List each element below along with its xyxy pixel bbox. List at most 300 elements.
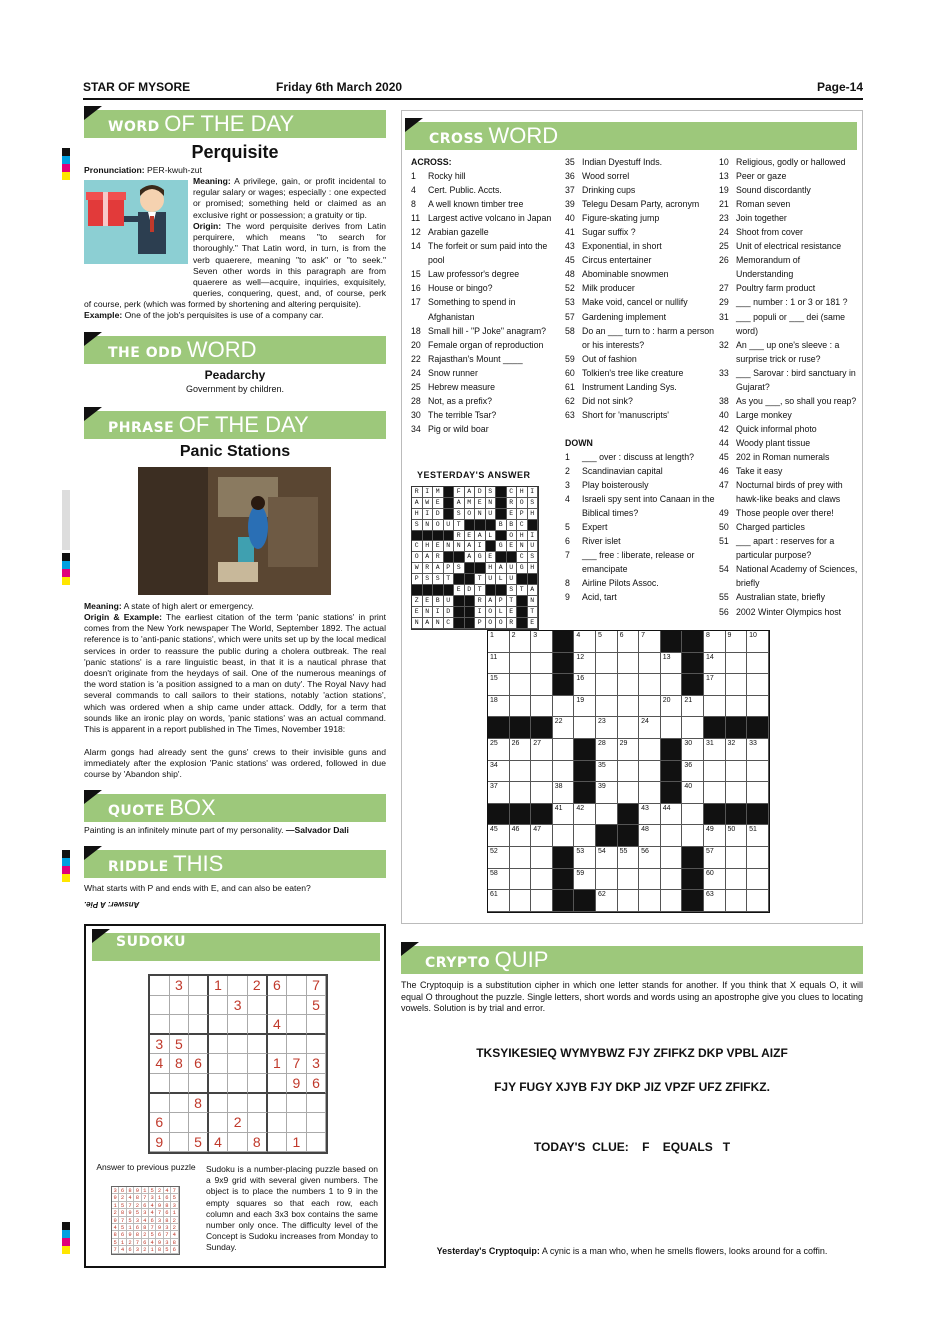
clue-number: 21 — [719, 199, 729, 210]
pronunciation — [84, 165, 386, 176]
sudoku-cell — [268, 1113, 288, 1133]
sudoku-cell: 1 — [287, 1133, 307, 1153]
clue-item — [719, 183, 859, 197]
grid-block — [574, 761, 596, 783]
sudoku-cell: 4 — [268, 1015, 288, 1035]
answer-cell: L — [496, 574, 507, 585]
cell-number: 54 — [597, 847, 606, 855]
answer-cell: D — [444, 607, 455, 618]
clue-text: Peer or gaze — [736, 171, 787, 182]
answer-cell: 3 — [164, 1224, 171, 1231]
clue-number: 28 — [411, 395, 421, 406]
grid-cell — [704, 869, 726, 891]
clue-text: ___ Sarovar : bird sanctuary in Gujarat? — [736, 367, 856, 392]
clue-text: Hebrew measure — [428, 381, 495, 392]
grid-block — [553, 674, 575, 696]
grid-row — [488, 825, 769, 847]
grid-block — [510, 804, 532, 826]
grid-cell — [726, 825, 748, 847]
answer-cell: 6 — [164, 1194, 171, 1201]
registration-marks — [62, 850, 70, 882]
clue-text: Did not sink? — [582, 395, 633, 406]
answer-cell: E — [433, 541, 444, 552]
grid-cell — [726, 869, 748, 891]
banner-big: QUIP — [494, 947, 549, 972]
sudoku-cell — [209, 1035, 229, 1055]
grid-block — [661, 761, 683, 783]
sudoku-cell: 1 — [209, 976, 229, 996]
clue-number: 45 — [565, 255, 575, 266]
sudoku-row — [150, 976, 326, 996]
answer-cell: 6 — [127, 1246, 134, 1253]
cell-number: 29 — [619, 739, 628, 747]
phrase-banner — [84, 411, 386, 439]
answer-cell: B — [496, 520, 507, 531]
answer-cell: S — [454, 509, 465, 520]
clue-text: Circus entertainer — [582, 255, 652, 266]
grid-cell — [618, 653, 640, 675]
answer-cell — [517, 607, 528, 618]
grid-cell — [618, 696, 640, 718]
cell-number: 34 — [490, 761, 498, 769]
answer-cell: Z — [412, 596, 423, 607]
cell-number: 35 — [597, 761, 606, 769]
sudoku-cell: 2 — [248, 976, 268, 996]
clue-item — [411, 338, 556, 352]
grid-cell — [639, 761, 661, 783]
cell-number: 21 — [684, 696, 693, 704]
sudoku-cell: 5 — [189, 1133, 209, 1153]
sudoku-cell: 5 — [307, 996, 327, 1016]
clue-number: 19 — [719, 185, 729, 196]
answer-cell: O — [486, 618, 497, 629]
answer-cell: 6 — [164, 1209, 171, 1216]
clue-number: 60 — [565, 367, 575, 378]
grid-cell — [661, 696, 683, 718]
clue-number: 6 — [565, 536, 570, 547]
banner-big: OF THE DAY — [178, 412, 309, 437]
answer-cell — [465, 520, 476, 531]
answer-cell: 8 — [171, 1239, 178, 1246]
grid-cell — [574, 631, 596, 653]
answer-cell: 1 — [119, 1239, 126, 1246]
banner-small: THE ODD — [108, 345, 183, 361]
grid-cell — [618, 890, 640, 912]
answer-cell: T — [517, 585, 528, 596]
clue-number: 1 — [411, 171, 416, 182]
answer-cell: E — [465, 531, 476, 542]
cell-number: 18 — [490, 696, 498, 704]
answer-cell: W — [423, 498, 434, 509]
answer-cell: I — [528, 487, 539, 498]
banner-small: CRYPTO — [425, 955, 491, 971]
answer-cell: A — [412, 498, 423, 509]
answer-cell: E — [507, 607, 518, 618]
cell-number: 9 — [727, 632, 732, 639]
answer-cell — [444, 585, 455, 596]
answer-cell: S — [507, 585, 518, 596]
sudoku-cell: 7 — [307, 976, 327, 996]
grid-cell — [682, 761, 704, 783]
riddle-question: What starts with P and ends with E, and can also be eaten? — [84, 883, 311, 893]
clue-text: Charged particles — [736, 522, 805, 533]
grid-cell — [553, 761, 575, 783]
answer-cell: S — [423, 574, 434, 585]
answer-cell: S — [528, 552, 539, 563]
grid-cell — [639, 804, 661, 826]
cell-number: 48 — [641, 826, 649, 834]
answer-cell: T — [507, 596, 518, 607]
answer-cell: 2 — [119, 1194, 126, 1201]
answer-cell: A — [465, 487, 476, 498]
across-label: ACROSS: — [411, 157, 452, 167]
answer-cell — [433, 585, 444, 596]
answer-cell: 2 — [142, 1246, 149, 1253]
answer-cell — [465, 596, 476, 607]
answer-cell: 7 — [142, 1194, 149, 1201]
banner-small: CROSS — [429, 131, 484, 147]
grid-cell — [510, 653, 532, 675]
clue-number: 49 — [719, 508, 729, 519]
grid-cell — [747, 631, 769, 653]
cryptoquip-line-1: TKSYIKESIEQ WYMYBWZ FJY ZFIFKZ DKP VPBL AIZF — [476, 1046, 788, 1060]
cell-number: 62 — [597, 891, 606, 899]
grid-block — [574, 782, 596, 804]
grid-block — [596, 825, 618, 847]
clue-number: 24 — [411, 367, 421, 378]
sudoku-cell — [228, 1074, 248, 1094]
clue-item — [719, 590, 859, 604]
sudoku-cell — [228, 1035, 248, 1055]
grid-cell — [639, 631, 661, 653]
clue-item — [565, 408, 715, 422]
grid-cell — [704, 653, 726, 675]
answer-row — [412, 563, 538, 574]
clue-number: 42 — [719, 423, 729, 434]
grid-cell — [639, 717, 661, 739]
answer-cell: 7 — [127, 1202, 134, 1209]
grid-row — [488, 804, 769, 826]
answer-cell: 4 — [119, 1246, 126, 1253]
clue-item — [719, 408, 859, 422]
sudoku-cell — [228, 1015, 248, 1035]
answer-cell: U — [528, 541, 539, 552]
meaning-text — [193, 176, 386, 221]
answer-cell — [475, 563, 486, 574]
clue-text: Shoot from cover — [736, 227, 803, 238]
answer-row — [112, 1217, 179, 1224]
clue-number: 41 — [565, 227, 575, 238]
sudoku-cell: 3 — [228, 996, 248, 1016]
cell-number: 11 — [490, 653, 498, 661]
answer-cell: 9 — [134, 1187, 141, 1194]
answer-cell — [475, 520, 486, 531]
sudoku-cell — [189, 976, 209, 996]
answer-cell: 6 — [134, 1224, 141, 1231]
clue-item — [719, 310, 859, 338]
sudoku-cell — [268, 1094, 288, 1114]
sudoku-cell — [287, 1094, 307, 1114]
grid-cell — [531, 825, 553, 847]
answer-cell: E — [412, 607, 423, 618]
clue-item — [411, 352, 556, 366]
grid-row — [488, 674, 769, 696]
answer-cell: 6 — [142, 1202, 149, 1209]
cell-number: 13 — [662, 653, 671, 661]
grid-cell — [704, 696, 726, 718]
grid-cell — [704, 890, 726, 912]
answer-cell: H — [412, 509, 423, 520]
answer-cell: 7 — [134, 1239, 141, 1246]
sudoku-cell: 4 — [209, 1133, 229, 1153]
grid-cell — [639, 825, 661, 847]
sudoku-cell — [287, 1015, 307, 1035]
answer-cell — [412, 585, 423, 596]
grid-cell — [574, 717, 596, 739]
answer-cell: 1 — [127, 1224, 134, 1231]
banner-big: WORD — [186, 337, 257, 362]
clue-number: 56 — [719, 606, 729, 617]
grid-cell — [747, 653, 769, 675]
answer-cell: O — [507, 531, 518, 542]
grid-row — [488, 761, 769, 783]
answer-cell: 7 — [119, 1217, 126, 1224]
grid-cell — [531, 696, 553, 718]
answer-cell: C — [517, 552, 528, 563]
clue-item — [565, 324, 715, 352]
origin-label: Origin & Example: — [84, 612, 162, 622]
answer-cell: P — [517, 509, 528, 520]
cell-number: 20 — [662, 696, 671, 704]
clue-number: 45 — [719, 451, 729, 462]
answer-cell: 7 — [149, 1224, 156, 1231]
cryptoquip-clue: TODAY'S CLUE: F EQUALS T — [533, 1140, 731, 1154]
grid-cell — [747, 825, 769, 847]
sudoku-banner — [92, 933, 380, 961]
cell-number: 5 — [597, 632, 602, 639]
grid-cell — [510, 825, 532, 847]
grid-cell — [531, 631, 553, 653]
phrase-origin — [84, 612, 386, 735]
clue-item — [719, 436, 859, 450]
answer-cell: N — [412, 618, 423, 629]
grid-cell — [661, 847, 683, 869]
answer-cell — [517, 596, 528, 607]
cell-number: 49 — [705, 826, 714, 834]
answer-cell: 5 — [149, 1187, 156, 1194]
clue-number: 59 — [565, 353, 575, 364]
answer-cell: 9 — [156, 1202, 163, 1209]
grid-cell — [510, 674, 532, 696]
cell-number: 23 — [597, 718, 606, 726]
answer-cell: 8 — [134, 1231, 141, 1238]
answer-cell: E — [433, 498, 444, 509]
clue-number: 46 — [719, 466, 729, 477]
grid-cell — [488, 739, 510, 761]
answer-row — [112, 1231, 179, 1238]
clue-item — [411, 281, 556, 295]
grid-row — [488, 890, 769, 912]
answer-cell: H — [486, 563, 497, 574]
grid-cell — [639, 782, 661, 804]
banner-big: BOX — [169, 795, 216, 820]
pron-label: Pronunciation: — [84, 165, 145, 175]
grid-cell — [510, 696, 532, 718]
grid-cell — [596, 631, 618, 653]
grid-block — [682, 890, 704, 912]
grid-cell — [639, 890, 661, 912]
clue-text: ___ apart : reserves for a particular purpose? — [736, 536, 835, 561]
clue-number: 37 — [565, 185, 575, 196]
grid-cell — [704, 674, 726, 696]
sudoku-cell: 3 — [307, 1054, 327, 1074]
sudoku-cell — [287, 1113, 307, 1133]
grid-row — [488, 869, 769, 891]
clue-text: The terrible Tsar? — [428, 409, 497, 420]
origin-tail: of course, perk (which was formed by shortening and altering perquisite). — [84, 299, 362, 309]
answer-cell: N — [486, 498, 497, 509]
answer-cell: E — [475, 498, 486, 509]
cell-number: 19 — [576, 696, 585, 704]
grid-cell — [531, 674, 553, 696]
grid-cell — [747, 890, 769, 912]
sudoku-cell — [170, 1094, 190, 1114]
grid-cell — [488, 696, 510, 718]
clue-item — [411, 197, 556, 211]
clue-item — [719, 155, 859, 169]
cell-number: 27 — [533, 739, 541, 747]
registration-marks — [62, 553, 70, 585]
sudoku-cell — [307, 1035, 327, 1055]
clue-number: 30 — [411, 409, 421, 420]
cell-number: 60 — [705, 869, 714, 877]
answer-cell: O — [486, 607, 497, 618]
answer-cell: R — [475, 596, 486, 607]
grid-cell — [639, 739, 661, 761]
answer-cell: 5 — [149, 1231, 156, 1238]
phrase-quote: Alarm gongs had already sent the guns' crews to their invisible guns and immediately after the explosion 'Panic stations' was ordered, followed in due course by 'Abandon ship'. — [84, 747, 386, 780]
answer-cell: 6 — [119, 1187, 126, 1194]
answer-cell: E — [507, 541, 518, 552]
crossword-grid — [487, 630, 770, 913]
answer-cell: 1 — [149, 1246, 156, 1253]
clue-number: 22 — [411, 353, 421, 364]
answer-cell — [412, 531, 423, 542]
clue-text: Pig or wild boar — [428, 423, 489, 434]
origin-label: Origin: — [193, 221, 222, 231]
answer-cell — [496, 509, 507, 520]
crossword-banner — [405, 122, 857, 150]
cell-number: 43 — [641, 804, 649, 812]
grid-cell — [488, 890, 510, 912]
answer-row — [412, 552, 538, 563]
sudoku-cell — [268, 1035, 288, 1055]
clue-number: 16 — [411, 283, 421, 294]
answer-cell — [423, 585, 434, 596]
clue-item — [411, 408, 556, 422]
sudoku-cell — [268, 1074, 288, 1094]
clue-number: 27 — [719, 283, 729, 294]
clue-number: 7 — [565, 550, 570, 561]
sudoku-cell — [248, 1094, 268, 1114]
grid-block — [747, 717, 769, 739]
grid-cell — [574, 804, 596, 826]
grid-cell — [488, 631, 510, 653]
cell-number: 24 — [641, 718, 649, 726]
answer-row — [412, 487, 538, 498]
sudoku-cell: 7 — [287, 1054, 307, 1074]
answer-cell: P — [475, 618, 486, 629]
grid-cell — [726, 890, 748, 912]
answer-cell — [528, 574, 539, 585]
answer-cell: E — [528, 618, 539, 629]
clue-number: 15 — [411, 269, 421, 280]
answer-cell: 8 — [119, 1209, 126, 1216]
cell-number: 55 — [619, 847, 628, 855]
clue-text: An ___ up one's sleeve : a surprise trick or ruse? — [736, 339, 840, 364]
clue-number: 55 — [719, 592, 729, 603]
answer-cell: D — [475, 487, 486, 498]
answer-row — [112, 1224, 179, 1231]
grid-cell — [488, 782, 510, 804]
answer-cell: F — [454, 487, 465, 498]
grid-block — [531, 717, 553, 739]
odd-word-title: Peadarchy — [204, 368, 266, 382]
clue-number: 33 — [719, 367, 729, 378]
clue-text: Play boisterously — [582, 480, 649, 491]
cell-number: 26 — [511, 739, 520, 747]
clue-number: 1 — [565, 451, 570, 462]
answer-cell: R — [433, 552, 444, 563]
cell-number: 36 — [684, 761, 693, 769]
cell-number: 3 — [533, 632, 538, 639]
answer-cell — [454, 552, 465, 563]
answer-row — [412, 531, 538, 542]
answer-cell: A — [528, 585, 539, 596]
clue-text: ___ number : 1 or 3 or 181 ? — [736, 297, 848, 308]
answer-cell: 6 — [142, 1239, 149, 1246]
clue-item — [565, 576, 715, 590]
answer-cell: T — [454, 520, 465, 531]
odd-word-banner — [84, 336, 386, 364]
answer-cell: U — [486, 574, 497, 585]
grid-block — [510, 717, 532, 739]
answer-cell — [454, 596, 465, 607]
grid-cell — [661, 717, 683, 739]
answer-cell: D — [433, 509, 444, 520]
grid-block — [553, 847, 575, 869]
grid-cell — [488, 869, 510, 891]
clue-number: 32 — [719, 339, 729, 350]
cell-number: 40 — [684, 783, 693, 791]
clue-item — [411, 239, 556, 267]
sudoku-cell — [209, 996, 229, 1016]
clue-item — [719, 478, 859, 506]
clue-text: Tolkien's tree like creature — [582, 367, 684, 378]
quote-author: —Salvador Dali — [285, 825, 349, 835]
answer-cell: A — [496, 563, 507, 574]
clue-item — [719, 338, 859, 366]
answer-cell — [433, 531, 444, 542]
meaning-value: A privilege, gain, or profit incidental to regular salary or wages; especially : one expected or promised; something held or claimed as an exclusive right or possession; a gratuity or tip. — [193, 176, 386, 220]
answer-cell: E — [454, 585, 465, 596]
yesterday-cryptoquip-text: A cynic is a man who, when he smells flowers, looks around for a coffin. — [541, 1246, 828, 1256]
quote-value: Painting is an infinitely minute part of my personality. — [84, 825, 284, 835]
sudoku-cell — [248, 1054, 268, 1074]
answer-cell: H — [528, 563, 539, 574]
answer-cell: I — [528, 531, 539, 542]
cell-number: 39 — [597, 783, 606, 791]
